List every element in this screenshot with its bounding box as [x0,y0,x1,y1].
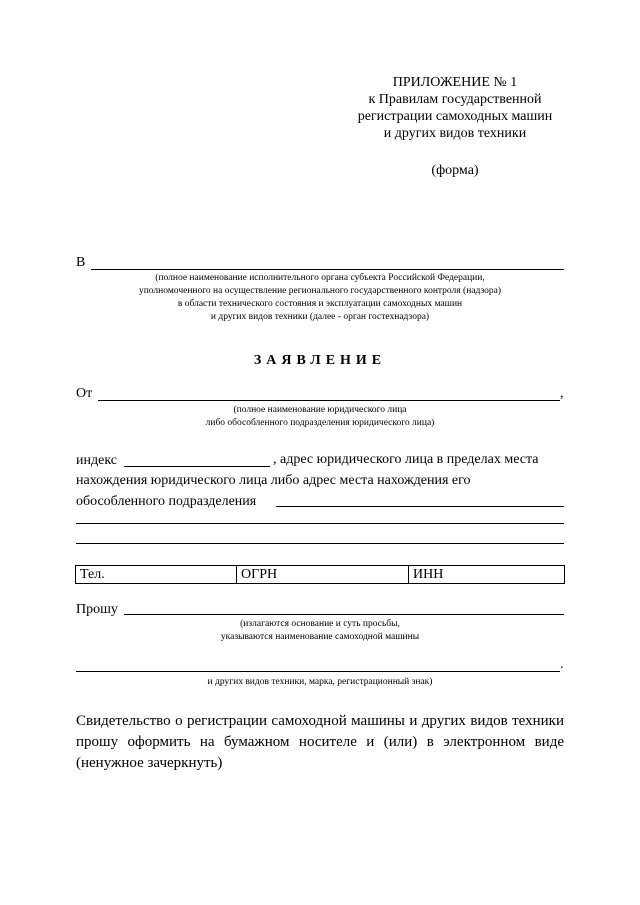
request-field-line[interactable] [76,671,560,672]
to-prefix: В [76,255,86,270]
inn-cell[interactable]: ИНН [409,566,565,584]
certificate-line: прошу оформить на бумажном носителе и (или) в электронном виде [76,734,564,750]
applicant-hint: (полное наименование юридического лица [233,405,407,415]
recipient-field-line[interactable] [91,269,564,270]
index-label: индекс [76,453,117,468]
subdivision-label: обособленного подразделения [76,494,257,509]
recipient-hint: (полное наименование исполнительного органа субъекта Российской Федерации, [155,273,485,283]
certificate-paragraph [76,711,564,774]
recipient-hint: в области технического состояния и эксплуатации самоходных машин [177,299,463,309]
recipient-hint: и других видов техники (далее - орган гостехнадзора) [210,312,430,322]
document-title: ЗАЯВЛЕНИЕ [253,353,387,368]
from-prefix: От [76,386,93,401]
address-field-line[interactable] [276,506,564,507]
phone-cell[interactable]: Тел. [76,566,237,584]
appendix-ref-line: к Правилам государственной [368,92,542,107]
address-field-line[interactable] [76,543,564,544]
appendix-number: ПРИЛОЖЕНИЕ № 1 [392,75,518,90]
request-hint: (излагаются основание и суть просьбы, [240,619,400,629]
address-field-line[interactable] [76,523,564,524]
contacts-table [75,565,565,584]
request-hint: указываются наименование самоходной машины [220,632,420,642]
ogrn-cell[interactable]: ОГРН [237,566,409,584]
address-line-1: , адрес юридического лица в пределах места [273,452,539,467]
index-field-line[interactable] [124,466,270,467]
applicant-hint: либо обособленного подразделения юридического лица) [205,418,435,428]
certificate-note: (ненужное зачеркнуть) [76,755,223,771]
appendix-header [330,74,580,179]
applicant-field-line[interactable] [98,400,560,401]
request-field-line[interactable] [124,614,564,615]
form-label: (форма) [431,163,479,178]
certificate-line: Свидетельство о регистрации самоходной машины и других видов техники [76,713,564,729]
appendix-ref-line: и других видов техники [383,126,527,141]
from-comma: , [560,386,564,401]
request-period: . [560,657,564,672]
appendix-ref-line: регистрации самоходных машин [357,109,553,124]
request-hint: и других видов техники, марка, регистрационный знак) [207,677,433,687]
address-line-2: нахождения юридического лица либо адрес места нахождения его [76,473,471,488]
request-prefix: Прошу [76,602,118,617]
recipient-hint: уполномоченного на осуществление регионального государственного контроля (надзора) [138,286,502,296]
